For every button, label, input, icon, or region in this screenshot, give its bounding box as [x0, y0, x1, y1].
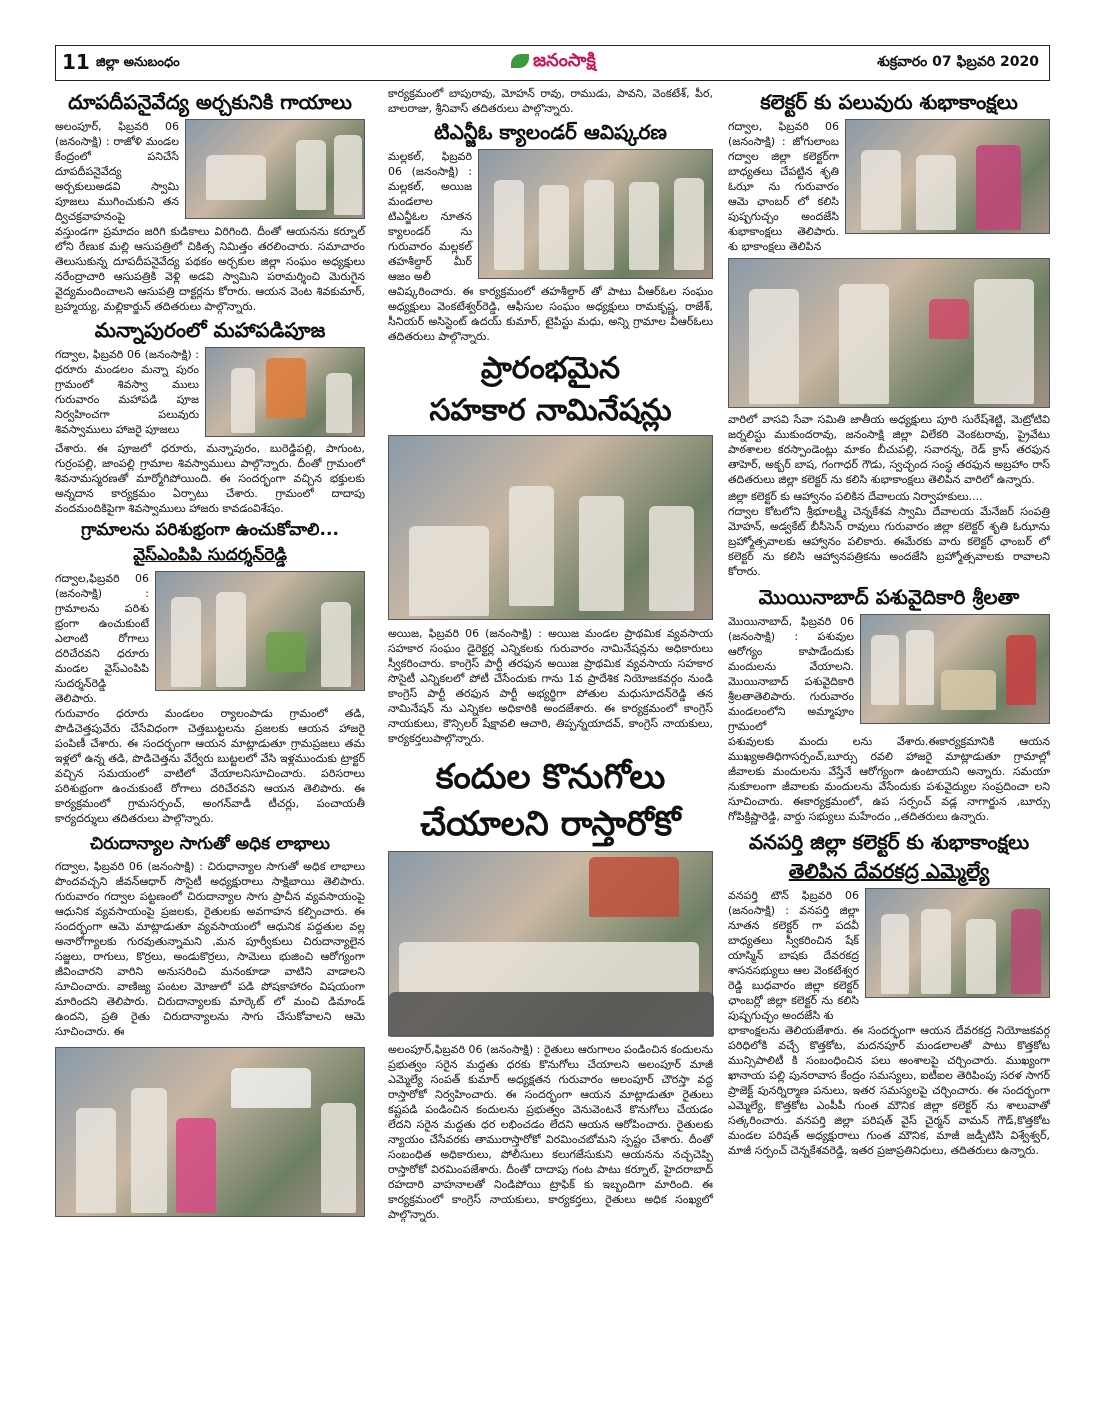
article-body: వనపర్తి జిల్లా నూతన కలెక్టర్ గా పదవీ బాధ్యతలు స్వీకరించిన షేక్ యాస్మిన్ బాషకు దేవరకద్ర శాసనసభ్యులు ఆల వెంకటేశ్వర రెడ్డి బుధవారం జిల్లా కలెక్టర్ ఛాంబర్లో జిల్లా కలెక్టర్ ను కలిసి పుష్పగుచ్ఛం అందజేసి శు	[728, 904, 859, 1022]
article-body: గురువారం ధరూరు మండలం ర్యాలంపాడు గ్రామంలో తడి, పొడిచెత్తపువేరు చేసేవిధంగా చెత్తబుట్టలను ప్రజలకు ఆయన హాజరై పంపిణీ చేశారు. ఈ సందర్భంగా ఆయన మాట్లాడుతూ గ్రామప్రజలు తమ ఇళ్లలో ఉన్న తడి, పొడిచెత్తను వేర్వేరు బుట్టలలో వేసి ఇళ్లముందుకు ట్రాక్టర్ వచ్చిన సమయంలో వాటిలో వేయాలనిసూచించారు. పరిసరాలు పరిశుభ్రంగా ఉంచుకుంటే రోగాలు దరిచేరవని ఆయన తెలిపారు. ఈ కార్యక్రమంలో గ్రామసర్పంచ్, అంగన్‌వాడీ టీచర్లు, పంచాయతీ కార్యదర్శులు తదితరులు పాల్గొన్నారు.	[55, 706, 365, 825]
article-subheadline: తెలిపిన దేవరకద్ర ఎమ్మెల్యే	[788, 859, 990, 883]
article-subheadline: వైస్ఎంపిపి సుదర్శన్‌రెడ్డి	[133, 545, 287, 566]
logo-text: జనంసాక్షి	[533, 50, 596, 71]
column-middle	[388, 86, 713, 1222]
article-body: రైతులు ఆరుగాలం పండించిన కందులను ప్రభుత్వం సరైన మద్దతు ధరకు కొనుగోలు చేయాలని అలంపూర్ మాజీ ఎమ్మెల్యే సంపత్ కుమార్ అధ్యక్షతన గురువారం అలంపూర్ చౌరస్తా వద్ద రాస్తారోకో నిర్వహించారు. ఈ సందర్భంగా ఆయన మాట్లాడుతూ రైతులు కష్టపడి పండించిన కందులను ప్రభుత్వం వెనువెంటనే కొనుగోలు చేయడం లేదని సరైన మద్దతు ధర లభించడం లేదని ఆయన ఆరోపించారు. రైతులకు న్యాయం చేసేవరకు తామురాస్తారోకో విరమించబోమని స్పష్టం చేశారు. దీంతో సంబంధిత అధికారులు, పోలీసులు కలుగజేసుకుని ఆయనను నచ్చచెప్పి రాస్తారోకో విరమింపజేశారు. దీంతో దాదాపు గంట పాటు కర్నూల్, హైదరాబాద్ రహదారి వాహనాలతో నిండిపోయి ట్రాఫిక్ కు ఇబ్బందిగా మారింది. ఈ కార్యక్రమంలో కాంగ్రెస్ నాయకులు, కార్యకర్తలు, రైతులు అధిక సంఖ్యలో పాల్గొన్నారు.	[388, 1043, 714, 1221]
article-headline: కలెక్టర్ కు పలువురు శుభాకాంక్షలు	[760, 90, 1018, 114]
article-photo	[865, 888, 1050, 998]
article-body: వారిలో వాసవి సేవా సమితి జాతీయ అధ్యక్షులు పూరి సురేష్‌శెట్టి, మెట్రోటివి జర్నలిస్టు ముకుందరావు, జనంసాక్షి జిల్లా విలేకరి వెంకటరావు, ప్రైవేటు పాఠశాలల కరస్పాండెంట్లు మాకం బీచుపల్లి, సవారన్న, రెడ్ క్రాస్ తరఫున తాహెర్, అక్బర్ బాష, గంగాధర్ గౌడు, స్వచ్ఛంద సంస్థ తరఫున అబ్రహాం రాస్ తదితరులు జిల్లా కలెక్టర్ ను కలిసి శుభాకాంక్షలు తెలిపిన వారిలో ఉన్నారు.	[728, 413, 1050, 486]
article-headline: టిఎన్జీఓ క్యాలండర్ ఆవిష్కరణ	[434, 120, 667, 144]
page-number: 11	[62, 50, 90, 74]
article-body: గ్రామాలను పరిశు భ్రంగా ఉంచుకుంటే ఎలాంటి రోగాలు దరిచేరవని ధరూరు మండల వైస్ఎంపిపి సుదర్శన్‌రెడ్డి తెలిపారు.	[55, 601, 149, 705]
article-photo	[388, 851, 713, 1036]
issue-date: శుక్రవారం 07 ఫిబ్రవరి 2020	[877, 54, 1039, 70]
article-headline: ప్రారంభమైన	[480, 351, 621, 386]
article-photo	[845, 119, 1050, 234]
dateline: గద్వాల, ఫిబ్రవరి 06 (జనంసాక్షి) :	[728, 120, 839, 148]
dateline: మల్లకల్, ఫిబ్రవరి 06 (జనంసాక్షి) :	[388, 150, 472, 178]
article-body: పశువుల ఆరోగ్యం కాపాడేందుకు మందులను వేయాలని. మొయినాబాద్ పశువైదికారి శ్రీలతాతెలిపారు. గురువారం మండలంలోని అమ్మాపూం గ్రామంలో	[728, 630, 854, 733]
article-body: చేశారు. ఈ పూజలో ధరూరు, మన్నాపురం, బురెడ్డిపల్లి, పాగుంట, గుర్రంపల్లి, జాంపల్లి గ్రామాల శివస్వాములు పాల్గొన్నారు. దీంతో గ్రామంలో శివనామస్మరణతో మార్మోగిపోయింది. ఈ సందర్భంగా వచ్చిన భక్తులకు అన్నదాన కార్యక్రమం ఏర్పాటు చేశారు. గ్రామంలో దాదాపు వందమందికిపైగా శివస్వాములు హాజరు కావడంవిశేషం.	[55, 442, 365, 515]
article-photo	[388, 435, 713, 620]
article-body: రాజోళి మండల కేంద్రంలో పనిచేసే దూపదీపనైవేద్య అర్చకులుఅడవి స్వామి పూజలు ముగించుకుని తన ద్విచక్రవాహనంపై	[55, 135, 179, 223]
article-headline: వనపర్తి జిల్లా కలెక్టర్ కు శుభాకాంక్షలు	[748, 830, 1030, 854]
article-body: మల్లకల్, అయిజ మండలాల టిఎన్జీఓల నూతన క్యాలండర్ ను గురువారం మల్లకల్ తహశీల్దార్ మీర్ ఆజం అలీ	[388, 180, 472, 283]
article-photo	[478, 149, 713, 279]
dateline: అయిజ, ఫిబ్రవరి 06 (జనంసాక్షి) :	[388, 627, 542, 640]
article-headline: గ్రామాలను పరిశుభ్రంగా ఉంచుకోవాలి...	[81, 520, 339, 540]
article-body: కార్యక్రమంలో బాపురావు, మోహన్ రావు, రాముడు, పావని, వెంకటేశ్, పీర, బాలరాజు, శ్రీనివాస్ తదితరులు పాల్గొన్నారు.	[388, 87, 713, 115]
article-photo	[185, 119, 365, 219]
dateline: వనపర్తి టౌన్ ఫిబ్రవరి 06 (జనంసాక్షి) :	[728, 889, 859, 917]
article-headline: కందుల కొనుగోలు	[435, 757, 666, 797]
article-photo	[55, 1047, 365, 1217]
article-body: చిరుధాన్యాల సాగుతో అధిక లాభాలు పొందవచ్చని జీవన్‌ఆధార్ సొసైటీ అధ్యక్షురాలు సాక్షిబాయి తెలిపారు. గురువారం గద్వాల పట్టణంలో చిరుదాన్యాల సాగు ప్రాచీన వ్యవసాయంపై ఆధునిక వ్యవసాయంపై ప్రజలకు, రైతులకు అవగాహన కల్పించారు. ఈ సందర్భంగా ఆమె మాట్లాడుతూ వ్యవసాయంలో ఆధునిక పద్దతుల వల్ల అనారోగ్యాలకు గురవుతున్నామని ,మన పూర్వీకులు చిరుదాన్యాలైన సజ్జలు, రాగులు, కొర్రలు, అండుకొర్రలు, సామెలు భుజించి ఆరోగ్యంగా జీవించారని వారిని అనుసరించి మనంకూడా వాటిని వాడాలని సూచించారు. వాణిజ్య పంటల మోజులో పడి పోషకాహారం విషయంగా మారిందని తెలిపారు. చిరుదాన్యాలకు మార్కెట్ లో మంచి డిమాండ్ ఉందని, ప్రతి రైతు చిరుదాన్యాలను సాగు చేసుకోవాలని ఆమె సూచించారు. ఈ	[55, 859, 365, 1038]
dateline: గద్వాల,ఫిబ్రవరి 06 (జనంసాక్షి) :	[55, 571, 149, 600]
article-body: జోగులాంబ గద్వాల జిల్లా కలెక్టర్‌గా బాధ్యతలు చేపట్టిన శృతి ఓఝా ను గురువారం ఆమె ఛాంబర్ లో కలిసి పుష్పగుచ్చం అందజేసి శుభాకాంక్షలు తెలిపారు. శు భాకాంక్షలు తెలిపిన	[728, 135, 839, 253]
column-left	[55, 86, 365, 1217]
article-body: గద్వాల కోటలోని శ్రీభూలక్ష్మి చెన్నకేశవ స్వామి దేవాలయ మేనేజర్ సంపత్రి మోహన్, అడ్వకేట్ బీసీసెన్ రావులు గురువారం జిల్లా కలెక్టర్ శృతి ఓఝాను బ్రహ్మోత్సవాలకు ఆహ్వానం పలికారు. ఈమేరకు వారు కలెక్టర్ ఛాంబర్ లో కలెక్టర్ ను కలిసి ఆహ్వానపత్రికను అందజేసి బ్రహ్మోత్సవాలకు రావాలని కోరారు.	[728, 505, 1050, 578]
article-body: వస్తుండగా ప్రమాదం జరిగి కుడికాలు విరిగింది. దీంతో ఆయనను కర్నూల్ లోని రేణుక మల్లి ఆసుపత్రిలో చికిత్స నిమిత్తం తరలించారు. సమాచారం తెలుసుకున్న దూపదీపనైవేద్య పథకం అర్చకుల జిల్లా సంఘం అధ్యక్షులు నరేంద్రాచారి ఆసుపత్రికి వెళ్లి అడవి స్వామిని పరామర్శించి మెరుగైన వైద్యమందించాలని ఆసుపత్రి దాక్టర్లను కోరారు. ఆయన వెంట శివకుమార్, బ్రహ్మయ్య, మల్లికార్జున్ తదితరులు పాల్గొన్నారు.	[55, 225, 365, 313]
article-headline: మన్నాపురంలో మహాపడిపూజ	[94, 318, 326, 342]
article-body: పశువులకు మందు లను వేశారు.ఈకార్యక్రమానికి ఆయన ముఖ్యఅతిధిగాసర్పంచ్,బూర్సు రవలి హాజరై మాట్లాడుతూ గ్రామాల్లో జీవాలకు మందులను వేస్తేనే ఆరోగ్యంగా ఉంటాయని అన్నారు. సమయా నుకూలంగా జీవాలకు మందులను వేసేందుకు పశువైద్యుల సంప్రదించా లని సూచించారు. ఈకార్యక్రమంలో, ఉప సర్పంచ్ వడ్ల నాగార్జున ,బూర్సు గోపిక్రిష్ణారెడ్డి, వార్డు సభ్యులు మహేందం ,,తదితరులు ఉన్నారు.	[728, 735, 1050, 823]
article-headline: సహకార నామినేషన్లు	[429, 392, 672, 428]
article-photo	[155, 571, 365, 691]
article-photo	[860, 614, 1050, 724]
column-right	[728, 86, 1050, 1158]
newspaper-logo	[511, 50, 596, 75]
article-body: అయిజ మండల ప్రాథమిక వ్యవసాయ సహకార సంఘం డైరెక్టర్ల ఎన్నికలకు గురువారం నామినేషన్లను అధికారులు స్వీకరించారు. కాంగ్రెస్ పార్టీ తరఫున అయిజ ప్రాథమిక వ్యవసాయ సహకార సొసైటీ ఎన్నికలలో పోటీ చేసేందుకు గాను 1వ ప్రాదేశిక నియోజకవర్గం నుండి కాంగ్రెస్ పార్టీ తరఫున పార్టీ అభ్యర్థిగా పోతుల మధుసూదన్‌రెడ్డి తన నామినేషన్ ను ఎన్నికల అధికారికి అందజేశారు. ఈ కార్యక్రమంలో కాంగ్రెస్ నాయకులు, కౌన్సిలర్ షేక్షావలి ఆచారి, తిప్పన్నయాదవ్, కాంగ్రెస్ నాయకులు, కార్యకర్తలుపాల్గొన్నారు.	[388, 627, 714, 745]
dateline: గద్వాల, ఫిబ్రవరి 06 (జనంసాక్షి) :	[55, 859, 203, 873]
masthead	[55, 45, 1050, 81]
article-body: భాకాంక్షలను తెలియజేశారు. ఈ సందర్భంగా ఆయన దేవరకద్ర నియోజకవర్గ పరిధిలోకి వచ్చే కొత్తకోట, మదనపూర్ మండలాలతో పాటు కొత్తకోట మున్సిపాలిటీ కి సంబంధించిన పలు అంశాలపై చర్చించారు. ముఖ్యంగా ఖానాయ పల్లి పునరావాస కేంద్రం సమస్యలు, ఐటీఐల తెరిపింపు సరళ సాగర్ ప్రాజెక్ట్ పునర్నిర్మాణ పనులు, ఇతర సమస్యలపై చర్చించారు. ఈ సందర్భంగా ఎమ్మెల్యే, కొత్తకోట ఎంపీపీ గుంత మౌనిక జిల్లా కలెక్టర్ ను శాలువాతో సత్కరించారు. వనపర్తి జిల్లా పరిషత్ వైస్ చైర్మన్ వామన్ గౌడ్,కొత్తకోట మండల పరిషత్ అధ్యక్షురాలు గుంత మౌనిక, మాజీ జడ్పీటిసి విశ్వేశ్వర్, మాజీ సర్పంచ్ చెన్నకేశవరెడ్డి, ఇతర ప్రజాప్రతినిధులు, తదితరులు ఉన్నారు.	[728, 1024, 1050, 1157]
dateline: అలంపూర్, ఫిబ్రవరి 06 (జనంసాక్షి) :	[55, 120, 179, 148]
article-subhead: జిల్లా కలెక్టర్ కు ఆహ్వానం పలికిన దేవాలయ నిర్వాహకులు....	[728, 490, 983, 503]
dateline: మొయినాబాద్, ఫిబ్రవరి 06 (జనంసాక్షి) :	[728, 615, 854, 643]
section-name: జిల్లా అనుబంధం	[96, 55, 180, 70]
article-photo	[205, 347, 365, 437]
article-headline: దూపదీపనైవేద్య అర్చకునికి గాయాలు	[68, 90, 352, 114]
article-body: ధరూరు మండలం మన్నా పురం గ్రామంలో శివస్వా ములు గురువారం మహాపడి పూజ నిర్వహించగా పలువురు శివస్వాములు హాజరై పూజలు	[55, 363, 199, 436]
dateline: అలంపూర్,ఫిబ్రవరి 06 (జనంసాక్షి) :	[388, 1043, 541, 1056]
article-headline: మొయినాబాద్ పశువైదికారి శ్రీలతా	[758, 585, 1020, 609]
leaf-icon	[511, 54, 529, 68]
article-photo	[728, 258, 1050, 408]
article-headline: చేయాలని రాస్తారోకో	[420, 803, 681, 844]
article-body: ఆవిష్కరించారు. ఈ కార్యక్రమంలో తహశీల్దార్ తో పాటు వీఆర్ఓల సంఘం అధ్యక్షులు వెంకటేశ్వర్‌రెడ్డి, ఆఫీసుల సంఘం అధ్యక్షులు రామకృష్ణ, రాజేశ్, సీనియర్ అసిస్టెంట్ ఉదయ్ కుమార్, టైపిస్టు మధు, అన్ని గ్రామాల వీఆర్ఓలు తదితరులు పాల్గొన్నారు.	[388, 285, 713, 343]
article-headline: చిరుదాన్యాల సాగుతో అధిక లాభాలు	[90, 833, 330, 854]
dateline: గద్వాల, ఫిబ్రవరి 06 (జనంసాక్షి) :	[55, 348, 199, 361]
